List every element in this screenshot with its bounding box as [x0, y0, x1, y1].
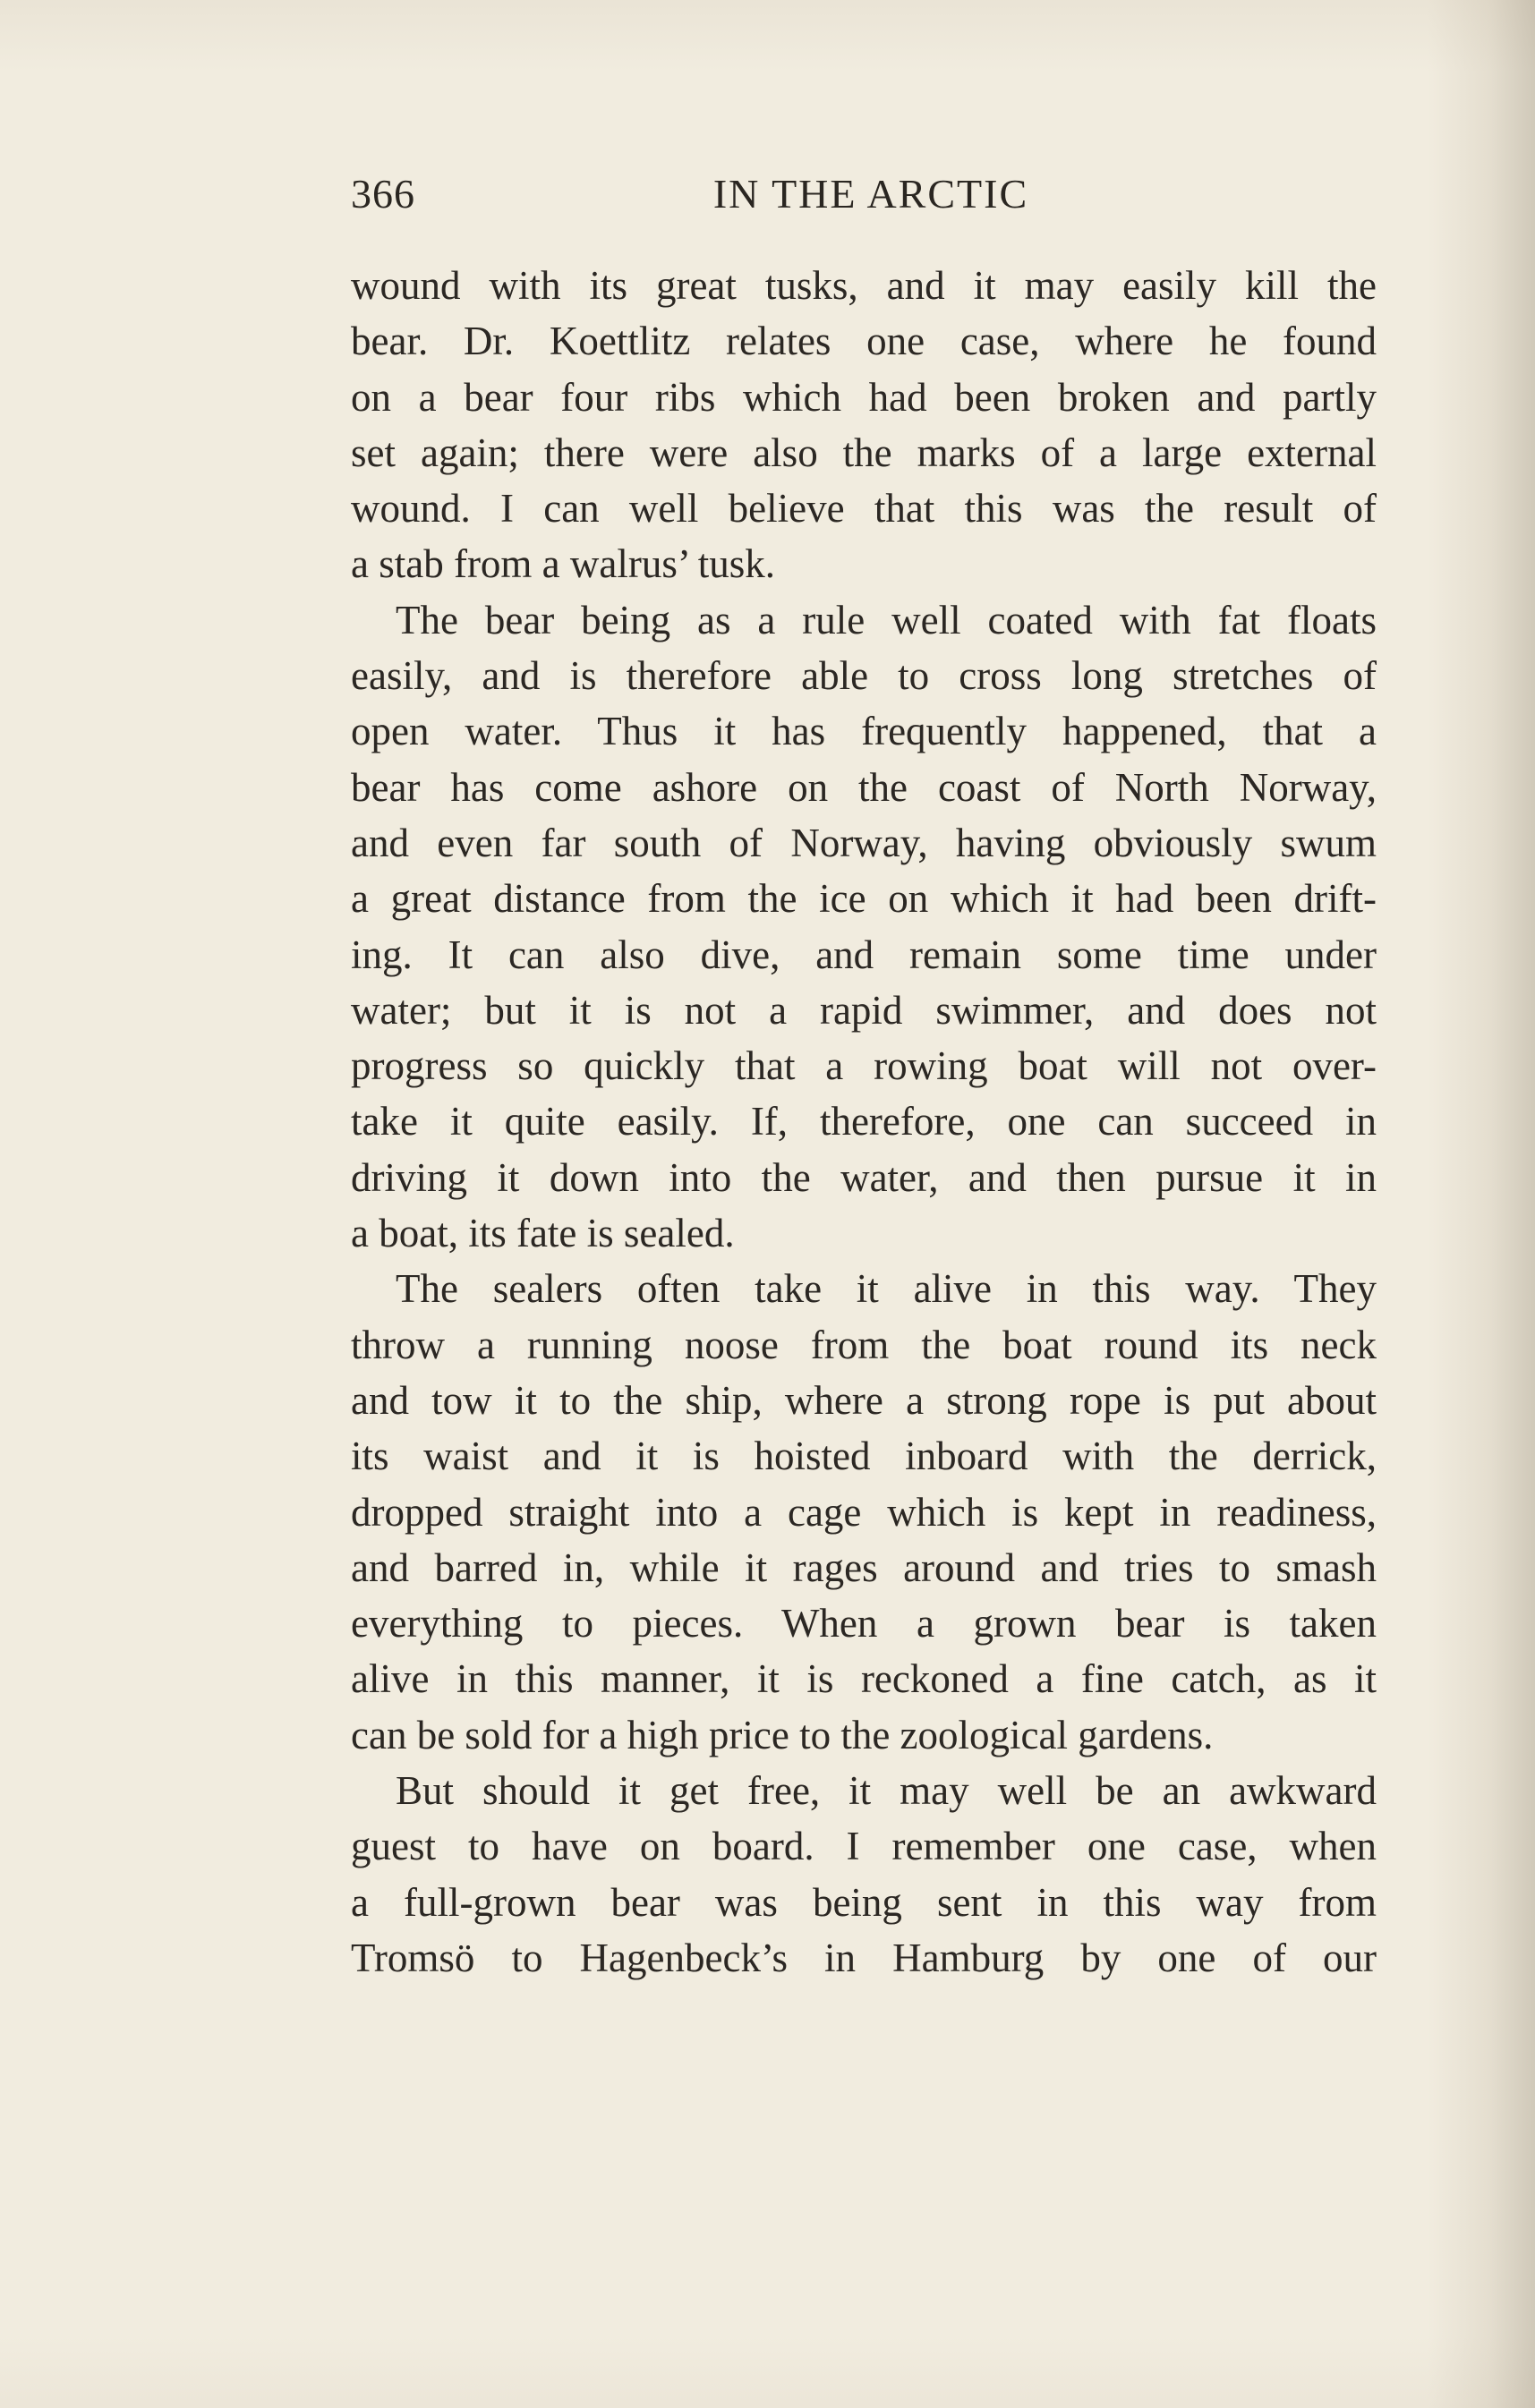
text-line: can be sold for a high price to the zoological gardens.	[351, 1712, 1214, 1757]
text-line: its waist and it is hoisted inboard with the derrick,	[351, 1434, 1377, 1479]
text-line: driving it down into the water, and then pursue it in	[351, 1154, 1377, 1200]
text-line: ing. It can also dive, and remain some time under	[351, 932, 1377, 977]
text-line: and barred in, while it rages around and tries to smash	[351, 1544, 1377, 1590]
text-line: take it quite easily. If, therefore, one can succeed in	[351, 1099, 1377, 1144]
text-line: easily, and is therefore able to cross long stretches of	[351, 653, 1377, 699]
text-line: bear has come ashore on the coast of North Norway,	[351, 764, 1377, 810]
running-head: IN THE ARCTIC	[712, 171, 1029, 217]
text-line: on a bear four ribs which had been broken and partly	[351, 374, 1377, 420]
text-line: progress so quickly that a rowing boat will not over-	[351, 1043, 1377, 1089]
page-number: 366	[351, 171, 415, 217]
text-line: and even far south of Norway, having obviously swum	[351, 820, 1377, 865]
text-line: dropped straight into a cage which is kept in readiness,	[351, 1489, 1377, 1535]
text-line: water; but it is not a rapid swimmer, and does not	[351, 987, 1377, 1033]
text-line: a full-grown bear was being sent in this way from	[351, 1879, 1377, 1925]
text-line: everything to pieces. When a grown bear is taken	[351, 1601, 1377, 1646]
text-line: guest to have on board. I remember one case, when	[351, 1824, 1377, 1869]
text-line: open water. Thus it has frequently happened, that a	[351, 709, 1377, 754]
text-line: a great distance from the ice on which it had been drift-	[351, 876, 1377, 922]
text-line: alive in this manner, it is reckoned a fine catch, as it	[351, 1656, 1377, 1702]
text-line: wound with its great tusks, and it may easily kill the	[351, 263, 1377, 308]
paragraph-first-line: The sealers often take it alive in this way. They	[396, 1266, 1377, 1312]
page-header	[351, 170, 1377, 233]
text-line: bear. Dr. Koettlitz relates one case, where he found	[351, 319, 1377, 364]
text-line: Tromsö to Hagenbeck’s in Hamburg by one of our	[351, 1935, 1377, 1980]
text-line: throw a running noose from the boat round its neck	[351, 1322, 1377, 1367]
text-line: a stab from a walrus’ tusk.	[351, 541, 776, 587]
text-line: and tow it to the ship, where a strong rope is put about	[351, 1377, 1377, 1423]
text-line: a boat, its fate is sealed.	[351, 1211, 735, 1256]
body-text	[351, 258, 1377, 1986]
text-line: wound. I can well believe that this was the result of	[351, 486, 1377, 532]
paragraph-first-line: The bear being as a rule well coated with fat floats	[396, 597, 1377, 642]
paragraph-first-line: But should it get free, it may well be an awkward	[396, 1768, 1377, 1814]
text-line: set again; there were also the marks of a large external	[351, 430, 1377, 475]
